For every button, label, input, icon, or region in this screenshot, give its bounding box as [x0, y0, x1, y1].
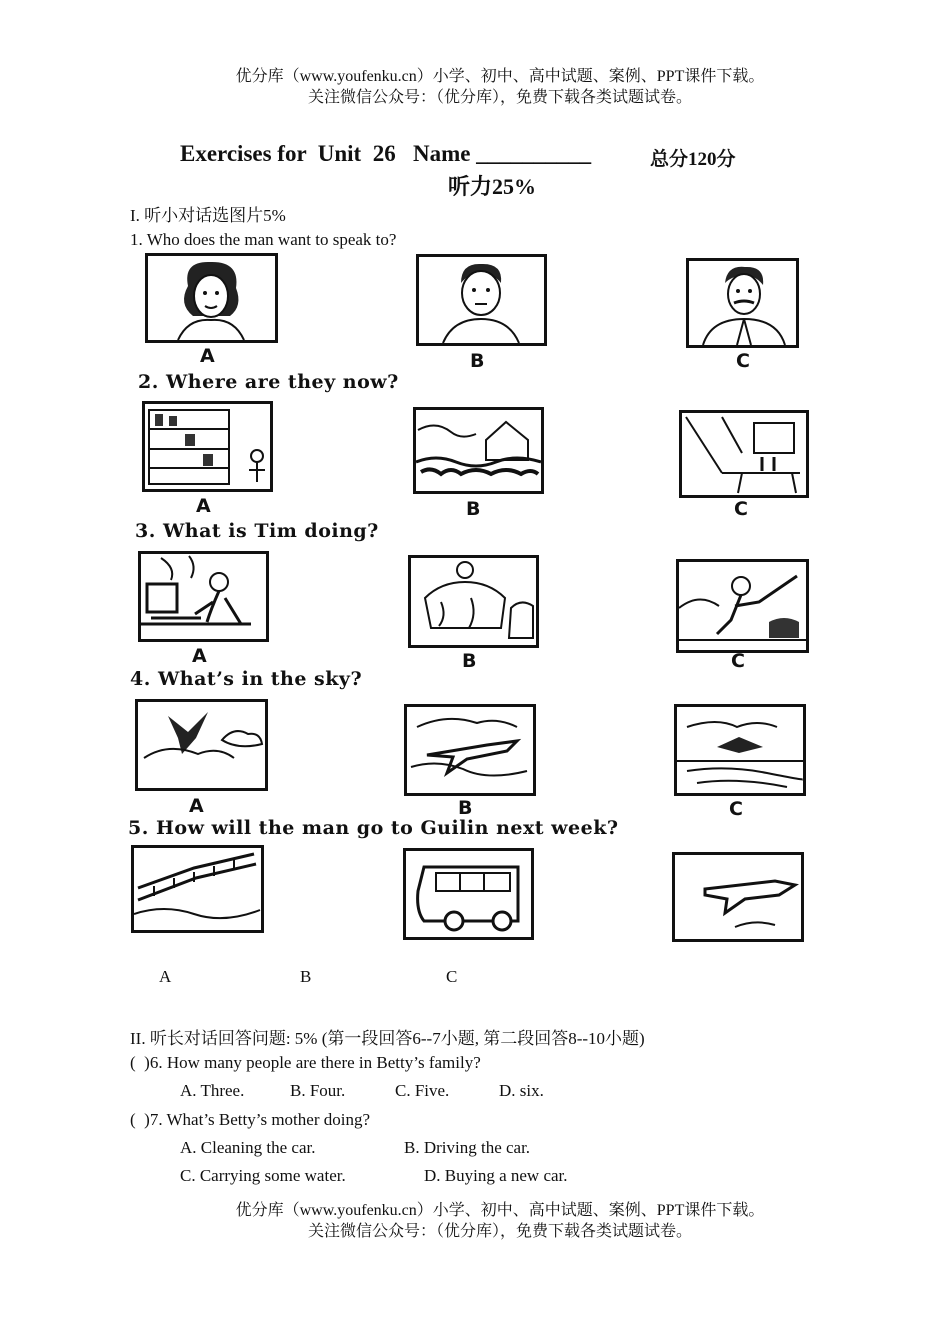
- label-5c: C: [446, 967, 458, 986]
- label-2b: B: [466, 498, 481, 520]
- label-3b: B: [462, 650, 477, 672]
- picture-5b-bus: [403, 848, 534, 940]
- picture-4b-plane: [404, 704, 536, 796]
- label-1c: C: [736, 350, 750, 372]
- q6-option-d: D. six.: [499, 1081, 544, 1100]
- picture-4a-bird: [135, 699, 268, 791]
- header-line-1: 优分库（www.youfenku.cn）小学、初中、高中试题、案例、PPT课件下载。: [235, 68, 765, 85]
- q6-option-b: B. Four.: [290, 1081, 346, 1100]
- label-4c: C: [729, 798, 743, 820]
- page-title: Exercises for Unit 26 Name __________: [180, 141, 592, 166]
- picture-5c-plane: [672, 852, 804, 942]
- question-2: 2. Where are they now?: [138, 371, 399, 393]
- q7-option-c: C. Carrying some water.: [180, 1166, 346, 1185]
- question-1: 1. Who does the man want to speak to?: [130, 230, 397, 249]
- total-score: 总分120分: [650, 149, 736, 170]
- question-4: 4. What’s in the sky?: [130, 668, 363, 690]
- label-5a: A: [159, 967, 172, 986]
- picture-5a-train: [131, 845, 264, 933]
- picture-2b-village: [413, 407, 544, 494]
- picture-2a-shop: [142, 401, 273, 492]
- label-3a: A: [192, 645, 207, 667]
- q6-option-c: C. Five.: [395, 1081, 450, 1100]
- question-5: 5. How will the man go to Guilin next week?: [128, 817, 619, 839]
- label-1b: B: [470, 350, 485, 372]
- picture-3b-bed: [408, 555, 539, 648]
- q6-option-a: A. Three.: [180, 1081, 245, 1100]
- question-6: ( )6. How many people are there in Betty’s family?: [130, 1053, 481, 1072]
- label-4a: A: [189, 795, 204, 817]
- label-1a: A: [200, 345, 215, 367]
- listening-score: 听力25%: [448, 174, 537, 199]
- question-3: 3. What is Tim doing?: [135, 520, 379, 542]
- label-3c: C: [731, 650, 745, 672]
- section-2-heading: II. 听长对话回答问题: 5% (第一段回答6--7小题, 第二段回答8--10小题): [130, 1029, 645, 1048]
- section-1-heading: I. 听小对话选图片5%: [130, 206, 286, 225]
- picture-3c-fishing: [676, 559, 809, 653]
- q7-option-a: A. Cleaning the car.: [180, 1138, 316, 1157]
- header-line-2: 关注微信公众号：（优分库），免费下载各类试题试卷。: [307, 89, 692, 106]
- question-7: ( )7. What’s Betty’s mother doing?: [130, 1110, 371, 1129]
- picture-1b-boy: [416, 254, 547, 346]
- picture-3a-computer: [138, 551, 269, 642]
- picture-4c-kite: [674, 704, 806, 796]
- picture-1c-man: [686, 258, 799, 348]
- q7-option-d: D. Buying a new car.: [424, 1166, 568, 1185]
- label-2a: A: [196, 495, 211, 517]
- footer-line-1: 优分库（www.youfenku.cn）小学、初中、高中试题、案例、PPT课件下载。: [235, 1202, 765, 1219]
- picture-1a-girl: [145, 253, 278, 343]
- label-4b: B: [458, 797, 473, 819]
- picture-2c-restaurant: [679, 410, 809, 498]
- label-2c: C: [734, 498, 748, 520]
- label-5b: B: [300, 967, 312, 986]
- q7-option-b: B. Driving the car.: [404, 1138, 531, 1157]
- footer-line-2: 关注微信公众号：（优分库），免费下载各类试题试卷。: [307, 1223, 692, 1240]
